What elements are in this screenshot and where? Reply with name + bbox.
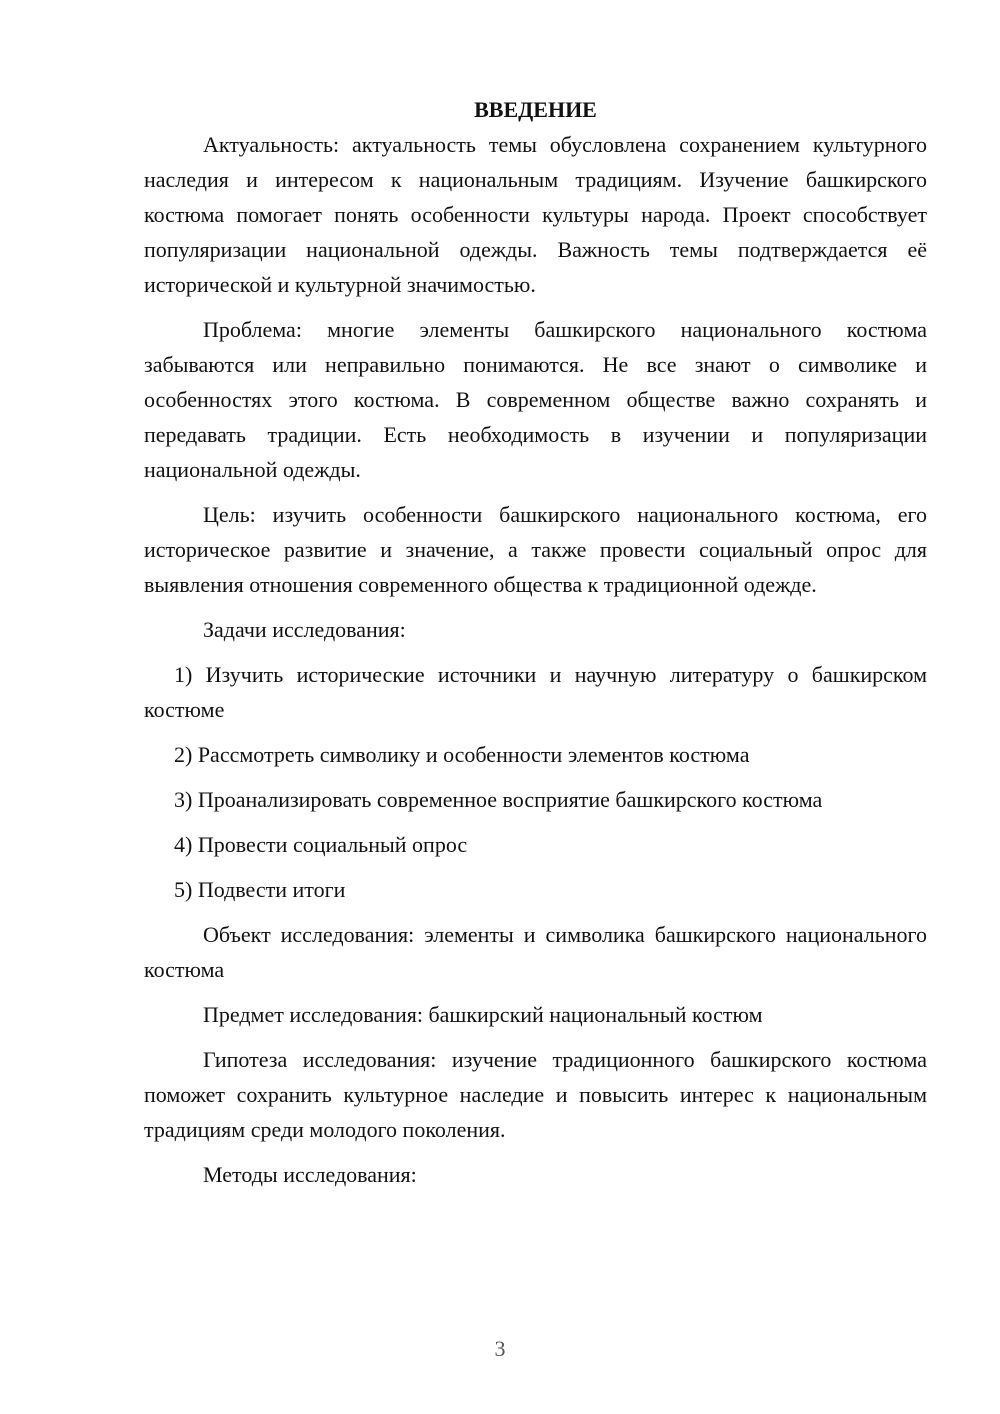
list-item: 2) Рассмотреть символику и особенности элементов костюма: [174, 742, 750, 767]
list-item: 4) Провести социальный опрос: [174, 832, 468, 857]
methods-heading: Методы исследования:: [203, 1162, 417, 1187]
page-content: [144, 92, 927, 1202]
section-title: ВВЕДЕНИЕ: [474, 97, 597, 122]
list-item: 3) Проанализировать современное восприятие башкирского костюма: [174, 787, 823, 812]
paragraph-subject: Предмет исследования: башкирский национальный костюм: [203, 1002, 763, 1027]
tasks-list: [144, 657, 927, 907]
list-item: 5) Подвести итоги: [174, 877, 346, 902]
paragraph-hypothesis: Гипотеза исследования: изучение традиционного башкирского костюма поможет сохранить культурное наследие и повысить интерес к национальным традициям среди молодого поколения.: [144, 1047, 927, 1142]
list-item: 1) Изучить исторические источники и научную литературу о башкирском костюме: [144, 662, 927, 722]
paragraph-relevance: Актуальность: актуальность темы обусловлена сохранением культурного наследия и интересом к национальным традициям. Изучение башкирского костюма помогает понять особенности культуры народа. Проект способствует популяризации национальной одежды. Важность темы подтверждается её исторической и культурной значимостью.: [144, 132, 927, 297]
page-number: 3: [494, 1336, 506, 1361]
paragraph-goal: Цель: изучить особенности башкирского национального костюма, его историческое развитие и значение, а также провести социальный опрос для выявления отношения современного общества к традиционной одежде.: [144, 502, 927, 597]
paragraph-problem: Проблема: многие элементы башкирского национального костюма забываются или неправильно понимаются. Не все знают о символике и особенностях этого костюма. В современном обществе важно сохранять и передавать традиции. Есть необходимость в изучении и популяризации национальной одежды.: [144, 317, 927, 482]
paragraph-object: Объект исследования: элементы и символика башкирского национального костюма: [144, 922, 927, 982]
tasks-heading: Задачи исследования:: [203, 617, 406, 642]
